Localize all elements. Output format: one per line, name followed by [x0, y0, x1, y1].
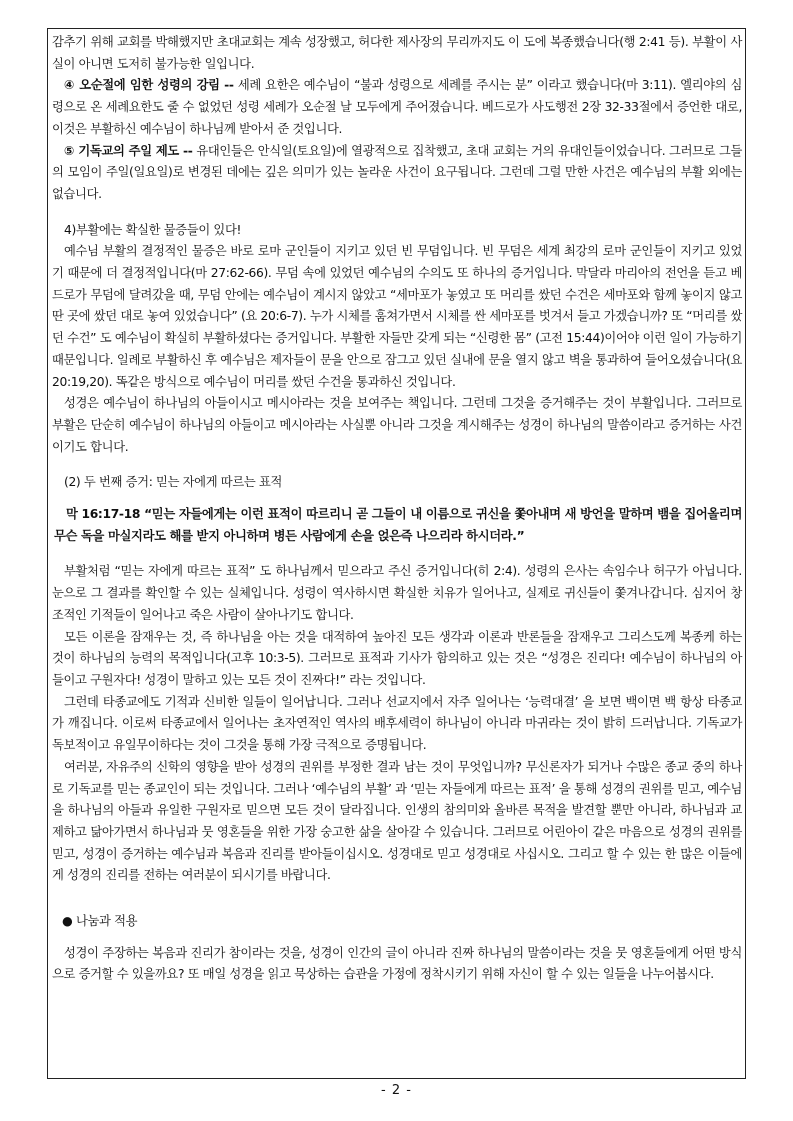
section-2-para-3: 그런데 타종교에도 기적과 신비한 일들이 일어납니다. 그러나 선교지에서 자주 일어나는 ‘능력대결’ 을 보면 백이면 백 항상 타종교가 깨집니다. 이로써 타종교에서 일어나는 초자연적인 역사의 배후세력이 하나님이 아니라 마귀라는 것이 밝히 드러납니다. 기독교가 독보적이고 유일무이하다는 것이 그것을 통해 가장 극적으로 증명됩니다.: [52, 694, 742, 753]
spacer: [52, 547, 742, 561]
point-5-title: ⑤ 기독교의 주일 제도 --: [64, 143, 193, 158]
section-4-heading: 4)부활에는 확실한 물증들이 있다!: [64, 222, 242, 237]
page-number: - 2 -: [381, 1083, 412, 1098]
section-2-para-4: 여러분, 자유주의 신학의 영향을 받아 성경의 권위를 부정한 결과 남는 것이 무엇입니까? 무신론자가 되거나 수많은 종교 중의 하나로 기독교를 믿는 종교인이 되는 것입니다. 그러나 ‘예수님의 부활’ 과 ‘믿는 자들에게 따르는 표적’ 을 통해 성경의 권위를 믿고, 예수님을 하나님의 아들과 유일한 구원자로 믿으면 모든 것이 달라집니다. 인생의 참의미와 올바른 목적을 발견할 뿐만 아니라, 하나님과 교제하고 닮아가면서 하나님과 뭇 영혼들을 위한 가장 숭고한 삶을 살아갈 수 있습니다. 그러므로 어린아이 같은 마음으로 성경의 권위를 믿고, 성경이 증거하는 예수님과 복음과 진리를 받아들이십시오. 성경대로 믿고 성경대로 사십시오. 그리고 할 수 있는 한 많은 이들에게 성경의 진리를 전하는 여러분이 되시기를 바랍니다.: [52, 759, 742, 883]
spacer: [52, 901, 742, 911]
spacer: [52, 494, 742, 504]
spacer: [52, 887, 742, 901]
section-2-heading: (2) 두 번째 증거: 믿는 자에게 따르는 표적: [64, 475, 283, 490]
section-4-para-1: 예수님 부활의 결정적인 물증은 바로 로마 군인들이 지키고 있던 빈 무덤입니다. 빈 무덤은 세계 최강의 로마 군인들이 지키고 있었기 때문에 더 결정적입니다(마 27:62-66). 무덤 속에 있었던 예수님의 수의도 또 하나의 증거입니다. 막달라 마리아의 전언을 듣고 베드로가 무덤에 달려갔을 때, 무덤 안에는 예수님이 계시지 않았고 “세마포가 놓였고 또 머리를 쌌던 수건은 세마포와 함께 놓이지 않고 딴 곳에 쌌던 대로 놓여 있었습니다” (요 20:6-7). 누가 시체를 훔쳐가면서 시체를 싼 세마포를 벗겨서 들고 가겠습니까? 또 “머리를 쌌던 수건” 도 예수님이 확실히 부활하셨다는 증거입니다. 부활한 자들만 갖게 되는 “신령한 몸” (고전 15:44)이어야 이런 일이 가능하기 때문입니다. 일례로 부활하신 후 예수님은 제자들이 문을 안으로 잠그고 있던 실내에 문을 열지 않고 벽을 통과하여 들어오셨습니다(요 20:19,20). 똑같은 방식으로 예수님이 머리를 쌌던 수건을 통과하신 것입니다.: [52, 244, 742, 389]
point-4-body: 세례 요한은 예수님이 “불과 성령으로 세례를 주시는 분” 이라고 했습니다(마 3:11). 엘리야의 심령으로 온 세례요한도 줄 수 없었던 성령 세례가 오순절 날 모두에게 주어졌습니다. 베드로가 사도행전 2장 32-33절에서 증언한 대로, 이것은 부활하신 예수님이 하나님께 받아서 준 것입니다.: [52, 78, 743, 136]
sharing-heading: ● 나눔과 적용: [62, 914, 138, 929]
sharing-body: 성경이 주장하는 복음과 진리가 참이라는 것을, 성경이 인간의 글이 아니라 진짜 하나님의 말씀이라는 것을 뭇 영혼들에게 어떤 방식으로 증거할 수 있을까요? 또 매일 성경을 읽고 묵상하는 습관을 가정에 정착시키기 위해 자신이 할 수 있는 일들을 나누어봅시다.: [52, 945, 742, 982]
point-4: [52, 75, 742, 140]
spacer: [52, 933, 742, 943]
point-5: [52, 141, 742, 206]
spacer: [52, 458, 742, 472]
point-4-title: ④ 오순절에 임한 성령의 강림 --: [64, 78, 234, 93]
scripture-verse: 막 16:17-18 “믿는 자들에게는 이런 표적이 따르리니 곧 그들이 내 이름으로 귀신을 쫓아내며 새 방언을 말하며 뱀을 집어올리며 무슨 독을 마실지라도 해를 받지 아니하며 병든 사람에게 손을 얹은즉 나으리라 하시더라.”: [54, 507, 742, 543]
section-4-para-2: 성경은 예수님이 하나님의 아들이시고 메시아라는 것을 보여주는 책입니다. 그런데 그것을 증거해주는 것이 부활입니다. 그러므로 부활은 단순히 예수님이 하나님의 아들이고 메시아라는 사실뿐 아니라 그것을 계시해주는 성경이 하나님의 말씀이라고 증거하는 사건이기도 합니다.: [52, 396, 742, 454]
spacer: [52, 206, 742, 220]
top-paragraph: 감추기 위해 교회를 박해했지만 초대교회는 계속 성장했고, 허다한 제사장의 무리까지도 이 도에 복종했습니다(행 2:41 등). 부활이 사실이 아니면 도저히 불가능한 일입니다.: [52, 35, 742, 71]
section-2-para-2: 모든 이론을 잠재우는 것, 즉 하나님을 아는 것을 대적하여 높아진 모든 생각과 이론과 반론들을 잠재우고 그리스도께 복종케 하는 것이 하나님의 능력의 목적입니다(고후 10:3-5). 그러므로 표적과 기사가 함의하고 있는 것은 “성경은 진리다! 예수님이 하나님의 아들이고 구원자다! 성경이 말하고 있는 모든 것이 진짜다!” 라는 것입니다.: [52, 629, 742, 687]
section-2-para-1: 부활처럼 “믿는 자에게 따르는 표적” 도 하나님께서 믿으라고 주신 증거입니다(히 2:4). 성령의 은사는 속임수나 허구가 아닙니다. 눈으로 그 결과를 확인할 수 있는 실체입니다. 성령이 역사하시면 확실한 치유가 일어나고, 실제로 귀신들이 쫓겨나갑니다. 심지어 창조적인 기적들이 일어나고 죽은 사람이 살아나기도 합니다.: [52, 564, 742, 622]
page-content: [52, 32, 742, 986]
point-5-body: 유대인들은 안식일(토요일)에 열광적으로 집착했고, 초대 교회는 거의 유대인들이었습니다. 그러므로 그들의 모임이 주일(일요일)로 변경된 데에는 깊은 의미가 있는 놀라운 사건이 요구됩니다. 그런데 그럴 만한 사건은 예수님의 부활 외에는 없습니다.: [52, 143, 743, 201]
